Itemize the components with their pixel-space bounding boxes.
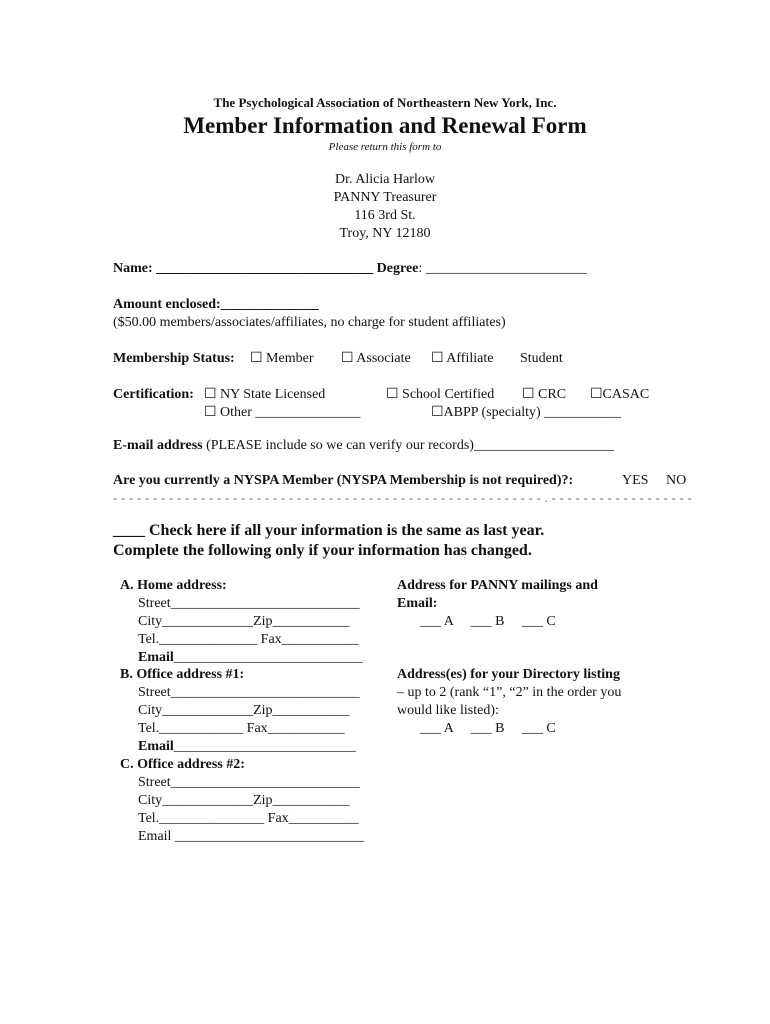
return-address-line: PANNY Treasurer: [333, 190, 437, 205]
membership-option-affiliate[interactable]: ☐ Affiliate: [431, 351, 494, 366]
same-as-last-year-checkline[interactable]: ____ Check here if all your information is the same as last year.: [113, 522, 545, 539]
name-field[interactable]: _______________________________: [156, 261, 374, 276]
office1-street-field[interactable]: Street___________________________: [138, 685, 360, 700]
cert-other[interactable]: ☐ Other _______________: [204, 405, 361, 420]
home-email-label: Email: [138, 650, 174, 665]
home-email-field[interactable]: [138, 649, 363, 667]
cert-ny-state-licensed[interactable]: ☐ NY State Licensed: [204, 387, 326, 402]
amount-note: ($50.00 members/associates/affiliates, no charge for student affiliates): [113, 315, 506, 330]
return-address-line: Dr. Alicia Harlow: [335, 172, 435, 187]
office1-email-blank[interactable]: __________________________: [173, 739, 356, 754]
email-row[interactable]: [113, 437, 614, 455]
office1-tel-fax-field[interactable]: Tel.____________ Fax___________: [138, 721, 345, 736]
mailings-choice-fields[interactable]: ___ A ___ B ___ C: [420, 614, 556, 629]
office1-email-label: Email: [138, 739, 174, 754]
office1-address-heading: B. Office address #1:: [120, 667, 245, 682]
name-row: [113, 260, 587, 278]
membership-option-member[interactable]: ☐ Member: [250, 351, 314, 366]
office1-city-zip-field[interactable]: City_____________Zip___________: [138, 703, 350, 718]
dashed-divider: - - - - - - - - - - - - - - - - - - - - - - - - - - - - - - - - - - - - - - - - - - - - - - - - - - - - - - . - - - - - - - - - - - - - - - - - -: [113, 491, 693, 505]
nyspa-question: Are you currently a NYSPA Member (NYSPA Membership is not required)?:: [113, 473, 574, 488]
name-label: Name:: [113, 261, 153, 276]
email-label: E-mail address: [113, 438, 203, 453]
form-title: Member Information and Renewal Form: [183, 113, 587, 138]
return-address-line: 116 3rd St.: [354, 208, 416, 223]
home-city-zip-field[interactable]: City_____________Zip___________: [138, 614, 350, 629]
office2-email-field[interactable]: Email ___________________________: [138, 829, 364, 844]
directory-choice-fields[interactable]: ___ A ___ B ___ C: [420, 721, 556, 736]
cert-school-certified[interactable]: ☐ School Certified: [386, 387, 495, 402]
home-street-field[interactable]: Street___________________________: [138, 596, 360, 611]
organization-name: The Psychological Association of Northeastern New York, Inc.: [213, 95, 557, 110]
return-address-line: Troy, NY 12180: [339, 226, 431, 241]
directory-instruction: – up to 2 (rank “1”, “2” in the order you: [397, 685, 622, 700]
complete-following-instruction: Complete the following only if your information has changed.: [113, 542, 532, 559]
amount-label: Amount enclosed:: [113, 297, 221, 312]
nyspa-no-option[interactable]: NO: [666, 473, 687, 488]
membership-option-student[interactable]: Student: [520, 351, 563, 366]
membership-label: Membership Status:: [113, 351, 235, 366]
degree-field[interactable]: : _______________________: [418, 261, 587, 276]
directory-heading: Address(es) for your Directory listing: [397, 667, 620, 682]
certification-label: Certification:: [113, 387, 194, 402]
membership-option-associate[interactable]: ☐ Associate: [341, 351, 411, 366]
degree-label: Degree: [376, 261, 419, 276]
cert-abpp[interactable]: ☐ABPP (specialty) ___________: [431, 405, 622, 420]
office2-street-field[interactable]: Street___________________________: [138, 775, 360, 790]
home-tel-fax-field[interactable]: Tel.______________ Fax___________: [138, 632, 359, 647]
nyspa-yes-option[interactable]: YES: [622, 473, 649, 488]
office2-city-zip-field[interactable]: City_____________Zip___________: [138, 793, 350, 808]
amount-field[interactable]: ______________: [220, 297, 319, 312]
directory-instruction-cont: would like listed):: [397, 703, 499, 718]
home-address-heading: A. Home address:: [120, 578, 227, 593]
office2-address-heading: C. Office address #2:: [120, 757, 245, 772]
form-subtitle: Please return this form to: [328, 141, 442, 153]
email-note: (PLEASE include so we can verify our records)____________________: [202, 438, 614, 453]
amount-row: [113, 296, 319, 314]
office1-email-field[interactable]: [138, 738, 356, 756]
office2-tel-fax-field[interactable]: Tel._______________ Fax__________: [138, 811, 359, 826]
mailings-heading: Address for PANNY mailings and: [397, 578, 598, 593]
home-email-blank[interactable]: ___________________________: [173, 650, 363, 665]
cert-casac[interactable]: ☐CASAC: [590, 387, 650, 402]
cert-crc[interactable]: ☐ CRC: [522, 387, 567, 402]
mailings-heading-email: Email:: [397, 596, 438, 611]
